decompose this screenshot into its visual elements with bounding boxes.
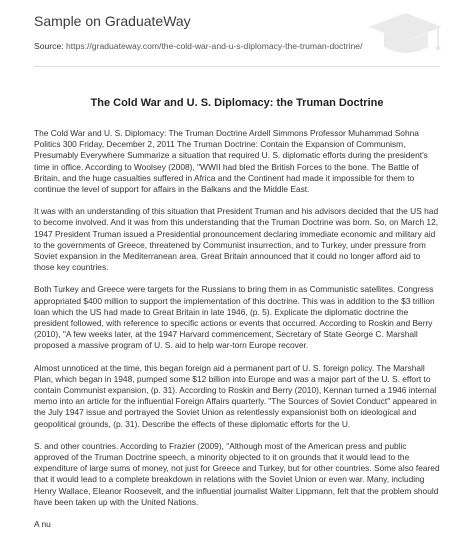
paragraph: A nu (34, 519, 51, 530)
document-title: The Cold War and U. S. Diplomacy: the Truman Doctrine (90, 97, 384, 109)
paragraph: It was with an understanding of this situation that President Truman and his advisors decided that the US had to become involved. And it was from this understanding that the Truman Doctrine was born. So, on March 12, 1947 President Truman issued a Presidential pronouncement declaring immediate economic and military aid to the governments of Greece, threatened by Communist insurrection, and to Turkey, under pressure from Soviet expansion in the Mediterranean area. Great Britain announced that it could no longer afford aid to those key countries. (34, 206, 439, 273)
source-url-link[interactable]: https://graduateway.com/the-cold-war-and-u-s-diplomacy-the-truman-doctrine/ (66, 41, 363, 51)
page-header (0, 0, 474, 66)
paragraph: Almost unnoticed at the time, this began foreign aid a permanent part of U. S. foreign policy. The Marshall Plan, which began in 1948, pumped some $12 billion into Europe and was a major part of the U. S. effort to contain Communist expansion, (p. 31). According to Roskin and Berry (2010), Kennan turned a 1946 internal memo into an article for the influential Foreign Affairs quarterly. "The Sources of Soviet Conduct" appeared in the July 1947 issue and portrayed the Soviet Union as relentlessly expansionist both on ideological and geopolitical grounds, (p. 31). Describe the effects of these diplomatic efforts for the U. (34, 362, 437, 429)
graduation-cap-icon (364, 10, 444, 60)
source-label: Source: (34, 41, 64, 51)
paragraph: S. and other countries. According to Frazier (2009), "Although most of the American press and public approved of the Truman Doctrine speech, a minority objected to it on grounds that it would lead to the expenditure of large sums of money, not just for Greece and Turkey, but for other countries. Some also feared that it would lead to a complete breakdown in relations with the Soviet Union or even war. Many, including Henry Wallace, Eleanor Roosevelt, and the influential journalist Walter Lippmann, felt that the problem should have been taken up with the United Nations. (34, 440, 440, 507)
source-line (34, 41, 362, 51)
header-divider (34, 66, 440, 67)
site-name[interactable]: Sample on GraduateWay (34, 13, 191, 29)
paragraph: Both Turkey and Greece were targets for the Russians to bring them in as Communistic satellites. Congress appropriated $400 million to support the implementation of this doctrine. This was in addition to the $3 trillion loan which the US had made to Great Britain in late 1946, (p. 5). Explicate the diplomatic doctrine the president followed, with reference to specific actions or events that occurred. According to Roskin and Berry (2010), "A few weeks later, at the 1947 Harvard commencement, Secretary of State George C. Marshall proposed a massive program of U. S. aid to help war-torn Europe recover. (34, 284, 435, 351)
paragraph: The Cold War and U. S. Diplomacy: The Truman Doctrine Ardell Simmons Professor Muhammad Sohna Politics 300 Friday, December 2, 2011 The Truman Doctrine: Contain the Expansion of Communism, Presumably Everywhere Summarize a situation that required U. S. diplomatic efforts during the president's time in office. According to Woolsey (2008), "WWII had bled the British Forces to the bone. The Battle of Britain, and the huge casualties suffered in Africa and the Continent had made it impossible for them to continue the level of support for affairs in the Balkans and the Middle East. (34, 128, 428, 195)
document-body (34, 128, 440, 536)
